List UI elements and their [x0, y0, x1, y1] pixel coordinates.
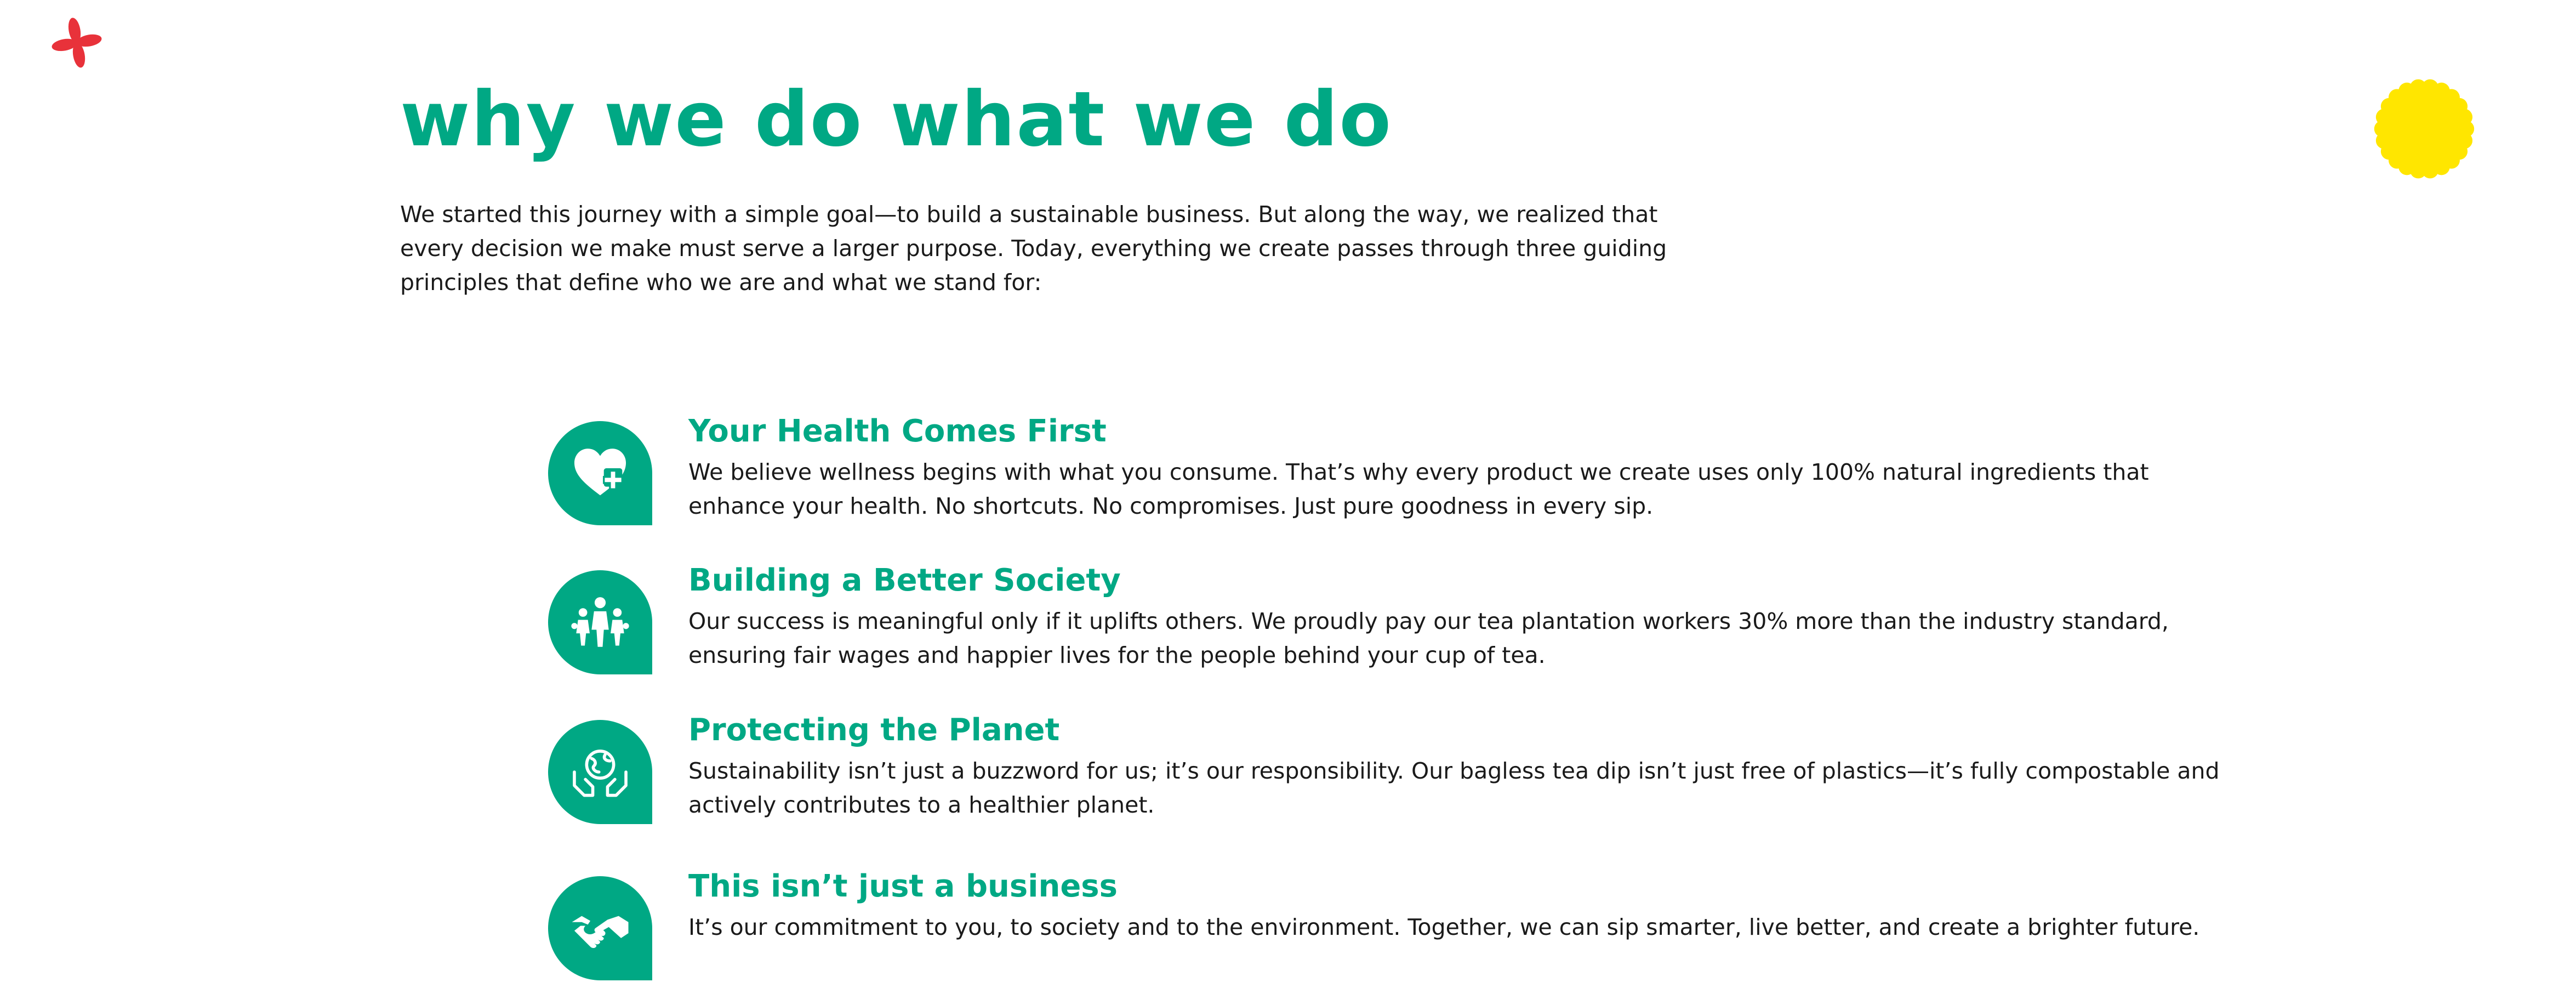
- community-people-icon: [548, 570, 652, 674]
- globe-in-hands-icon: [548, 720, 652, 824]
- principle-body: It’s our commitment to you, to society and to the environment. Together, we can sip smarter, live better, and create a brighter future.: [688, 914, 2200, 940]
- sun-icon: [2372, 77, 2476, 181]
- principle-body: Our success is meaningful only if it uplifts others. We proudly pay our tea plantation workers 30% more than the industry standard, ensuring fair wages and happier lives for the people behind your cup of tea.: [688, 608, 2169, 668]
- principle-title: Building a Better Society: [688, 563, 1121, 598]
- principle-body: Sustainability isn’t just a buzzword for us; it’s our responsibility. Our bagless tea dip isn’t just free of plastics—it’s fully compostable and actively contributes to a healthier planet.: [688, 758, 2220, 818]
- page-title: why we do what we do: [400, 75, 1393, 163]
- principle-body: We believe wellness begins with what you consume. That’s why every product we create uses only 100% natural ingredients that enhance your health. No shortcuts. No compromises. Just pure goodness in every sip.: [688, 459, 2149, 519]
- handshake-icon: [548, 876, 652, 980]
- principle-title: This isn’t just a business: [688, 869, 1118, 904]
- principle-title: Your Health Comes First: [688, 413, 1107, 449]
- flower-logo-icon: [50, 15, 103, 68]
- heart-plus-icon: [548, 421, 652, 525]
- intro-paragraph: We started this journey with a simple goal—to build a sustainable business. But along the way, we realized that every decision we make must serve a larger purpose. Today, everything we create passes through three guiding principles that define who we are and what we stand for:: [400, 201, 1667, 296]
- principle-title: Protecting the Planet: [688, 712, 1060, 748]
